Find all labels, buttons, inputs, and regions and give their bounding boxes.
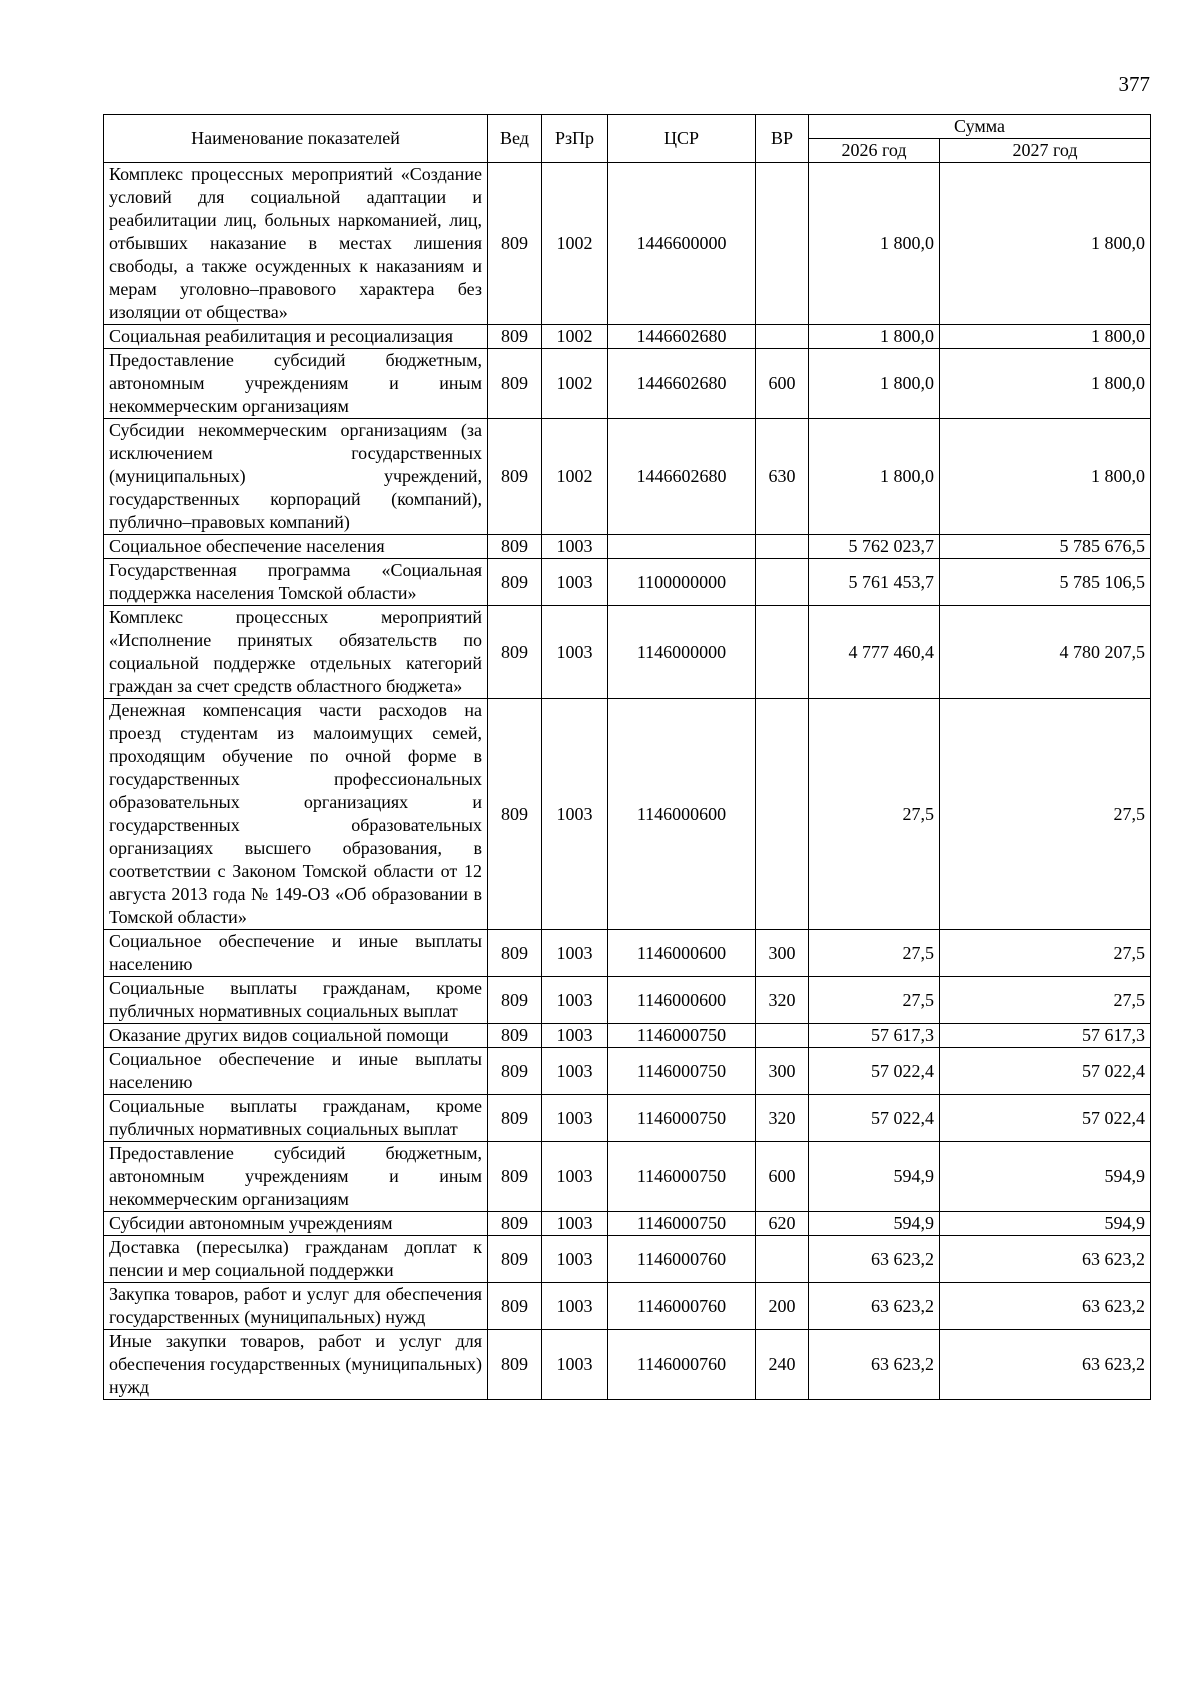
row-csr: 1146000750 (608, 1212, 756, 1236)
row-rzpr: 1003 (542, 699, 608, 930)
header-csr: ЦСР (608, 115, 756, 163)
table-row (104, 1095, 1151, 1142)
row-name: Денежная компенсация части расходов на проезд студентам из малоимущих семей, проходящим обучение по очной форме в государственных профессиональных образовательных организациях и государственных образовательных организациях высшего образования, в соответствии с Законом Томской области от 12 августа 2013 года № 149-ОЗ «Об образовании в Томской области» (104, 699, 488, 930)
table-row (104, 1212, 1151, 1236)
page-number: 377 (1118, 72, 1150, 96)
row-amount-2026: 1 800,0 (809, 163, 940, 325)
row-ved: 809 (488, 977, 542, 1024)
header-sum: Сумма (809, 115, 1151, 139)
row-vr: 240 (756, 1330, 809, 1400)
table-row (104, 606, 1151, 699)
row-ved: 809 (488, 1024, 542, 1048)
row-vr (756, 1024, 809, 1048)
row-amount-2027: 1 800,0 (940, 325, 1151, 349)
row-rzpr: 1003 (542, 1236, 608, 1283)
row-vr (756, 606, 809, 699)
row-name: Социальные выплаты гражданам, кроме публичных нормативных социальных выплат (104, 1095, 488, 1142)
row-ved: 809 (488, 1212, 542, 1236)
row-rzpr: 1003 (542, 1283, 608, 1330)
row-amount-2027: 1 800,0 (940, 419, 1151, 535)
table-row (104, 1283, 1151, 1330)
row-name: Оказание других видов социальной помощи (104, 1024, 488, 1048)
row-ved: 809 (488, 606, 542, 699)
row-amount-2026: 4 777 460,4 (809, 606, 940, 699)
row-name: Закупка товаров, работ и услуг для обеспечения государственных (муниципальных) нужд (104, 1283, 488, 1330)
row-rzpr: 1003 (542, 535, 608, 559)
row-amount-2027: 63 623,2 (940, 1330, 1151, 1400)
row-vr (756, 1236, 809, 1283)
table-row (104, 930, 1151, 977)
row-csr: 1146000600 (608, 977, 756, 1024)
row-ved: 809 (488, 1048, 542, 1095)
row-name: Комплекс процессных мероприятий «Исполнение принятых обязательств по социальной поддержке отдельных категорий граждан за счет средств областного бюджета» (104, 606, 488, 699)
row-vr: 300 (756, 1048, 809, 1095)
row-csr: 1146000750 (608, 1024, 756, 1048)
row-amount-2026: 57 022,4 (809, 1095, 940, 1142)
row-rzpr: 1002 (542, 325, 608, 349)
header-ved: Вед (488, 115, 542, 163)
row-rzpr: 1002 (542, 419, 608, 535)
row-vr (756, 559, 809, 606)
row-rzpr: 1003 (542, 1048, 608, 1095)
row-csr: 1146000750 (608, 1048, 756, 1095)
row-ved: 809 (488, 1095, 542, 1142)
row-amount-2027: 57 617,3 (940, 1024, 1151, 1048)
table-row (104, 1048, 1151, 1095)
row-amount-2026: 27,5 (809, 977, 940, 1024)
row-amount-2027: 594,9 (940, 1212, 1151, 1236)
row-amount-2026: 63 623,2 (809, 1330, 940, 1400)
row-rzpr: 1003 (542, 1095, 608, 1142)
row-amount-2026: 57 022,4 (809, 1048, 940, 1095)
row-csr: 1146000750 (608, 1095, 756, 1142)
row-name: Социальное обеспечение населения (104, 535, 488, 559)
row-amount-2027: 63 623,2 (940, 1236, 1151, 1283)
row-csr: 1446600000 (608, 163, 756, 325)
row-ved: 809 (488, 1236, 542, 1283)
table-body (104, 163, 1151, 1400)
row-amount-2027: 5 785 676,5 (940, 535, 1151, 559)
header-year-2027: 2027 год (940, 139, 1151, 163)
row-amount-2026: 27,5 (809, 699, 940, 930)
row-rzpr: 1003 (542, 930, 608, 977)
row-amount-2027: 1 800,0 (940, 349, 1151, 419)
row-amount-2027: 57 022,4 (940, 1095, 1151, 1142)
row-ved: 809 (488, 535, 542, 559)
table-row (104, 1330, 1151, 1400)
row-ved: 809 (488, 1283, 542, 1330)
row-name: Иные закупки товаров, работ и услуг для обеспечения государственных (муниципальных) нужд (104, 1330, 488, 1400)
row-ved: 809 (488, 559, 542, 606)
row-vr (756, 163, 809, 325)
row-rzpr: 1003 (542, 977, 608, 1024)
row-vr: 620 (756, 1212, 809, 1236)
table-row (104, 349, 1151, 419)
row-name: Предоставление субсидий бюджетным, автономным учреждениям и иным некоммерческим организациям (104, 1142, 488, 1212)
row-csr: 1146000750 (608, 1142, 756, 1212)
row-csr: 1446602680 (608, 419, 756, 535)
row-vr: 320 (756, 1095, 809, 1142)
row-amount-2026: 5 762 023,7 (809, 535, 940, 559)
row-csr: 1146000760 (608, 1330, 756, 1400)
row-rzpr: 1003 (542, 1024, 608, 1048)
row-vr (756, 699, 809, 930)
row-amount-2026: 594,9 (809, 1142, 940, 1212)
row-amount-2027: 63 623,2 (940, 1283, 1151, 1330)
table-header (104, 115, 1151, 163)
table-row (104, 1024, 1151, 1048)
table-row (104, 163, 1151, 325)
row-ved: 809 (488, 349, 542, 419)
row-amount-2026: 57 617,3 (809, 1024, 940, 1048)
row-amount-2026: 5 761 453,7 (809, 559, 940, 606)
row-name: Предоставление субсидий бюджетным, автономным учреждениям и иным некоммерческим организациям (104, 349, 488, 419)
row-ved: 809 (488, 930, 542, 977)
row-name: Комплекс процессных мероприятий «Создание условий для социальной адаптации и реабилитации лиц, больных наркоманией, лиц, отбывших наказание в местах лишения свободы, а также осужденных к наказаниям и мерам уголовно–правового характера без изоляции от общества» (104, 163, 488, 325)
row-vr (756, 325, 809, 349)
row-name: Доставка (пересылка) гражданам доплат к пенсии и мер социальной поддержки (104, 1236, 488, 1283)
row-rzpr: 1003 (542, 1330, 608, 1400)
row-amount-2027: 27,5 (940, 930, 1151, 977)
row-amount-2027: 27,5 (940, 977, 1151, 1024)
row-csr: 1146000600 (608, 930, 756, 977)
budget-table (103, 114, 1151, 1400)
row-vr: 200 (756, 1283, 809, 1330)
table-row (104, 325, 1151, 349)
row-amount-2027: 5 785 106,5 (940, 559, 1151, 606)
row-vr: 630 (756, 419, 809, 535)
row-csr: 1146000000 (608, 606, 756, 699)
row-csr: 1446602680 (608, 325, 756, 349)
row-rzpr: 1002 (542, 163, 608, 325)
table-row (104, 535, 1151, 559)
row-csr: 1146000760 (608, 1283, 756, 1330)
row-amount-2027: 57 022,4 (940, 1048, 1151, 1095)
row-name: Государственная программа «Социальная поддержка населения Томской области» (104, 559, 488, 606)
row-csr: 1146000600 (608, 699, 756, 930)
header-vr: ВР (756, 115, 809, 163)
row-vr: 320 (756, 977, 809, 1024)
row-rzpr: 1003 (542, 559, 608, 606)
row-name: Социальное обеспечение и иные выплаты населению (104, 930, 488, 977)
row-csr (608, 535, 756, 559)
row-name: Субсидии автономным учреждениям (104, 1212, 488, 1236)
row-rzpr: 1002 (542, 349, 608, 419)
row-amount-2026: 1 800,0 (809, 325, 940, 349)
row-amount-2027: 27,5 (940, 699, 1151, 930)
row-vr (756, 535, 809, 559)
row-name: Социальное обеспечение и иные выплаты населению (104, 1048, 488, 1095)
row-csr: 1100000000 (608, 559, 756, 606)
table-row (104, 1236, 1151, 1283)
row-amount-2026: 1 800,0 (809, 419, 940, 535)
row-amount-2026: 1 800,0 (809, 349, 940, 419)
row-ved: 809 (488, 325, 542, 349)
row-name: Субсидии некоммерческим организациям (за исключением государственных (муниципальных) учреждений, государственных корпораций (компаний), публично–правовых компаний) (104, 419, 488, 535)
row-amount-2027: 594,9 (940, 1142, 1151, 1212)
row-rzpr: 1003 (542, 1142, 608, 1212)
row-name: Социальные выплаты гражданам, кроме публичных нормативных социальных выплат (104, 977, 488, 1024)
row-ved: 809 (488, 419, 542, 535)
table-row (104, 559, 1151, 606)
row-vr: 300 (756, 930, 809, 977)
header-name: Наименование показателей (104, 115, 488, 163)
row-amount-2026: 594,9 (809, 1212, 940, 1236)
row-ved: 809 (488, 1330, 542, 1400)
table-row (104, 419, 1151, 535)
row-amount-2027: 4 780 207,5 (940, 606, 1151, 699)
row-rzpr: 1003 (542, 1212, 608, 1236)
row-rzpr: 1003 (542, 606, 608, 699)
row-ved: 809 (488, 1142, 542, 1212)
row-csr: 1446602680 (608, 349, 756, 419)
row-amount-2027: 1 800,0 (940, 163, 1151, 325)
header-year-2026: 2026 год (809, 139, 940, 163)
row-csr: 1146000760 (608, 1236, 756, 1283)
row-ved: 809 (488, 699, 542, 930)
row-vr: 600 (756, 349, 809, 419)
table-row (104, 977, 1151, 1024)
row-name: Социальная реабилитация и ресоциализация (104, 325, 488, 349)
table-row (104, 1142, 1151, 1212)
row-ved: 809 (488, 163, 542, 325)
row-amount-2026: 63 623,2 (809, 1236, 940, 1283)
table-row (104, 699, 1151, 930)
row-amount-2026: 27,5 (809, 930, 940, 977)
row-vr: 600 (756, 1142, 809, 1212)
header-rzpr: РзПр (542, 115, 608, 163)
row-amount-2026: 63 623,2 (809, 1283, 940, 1330)
